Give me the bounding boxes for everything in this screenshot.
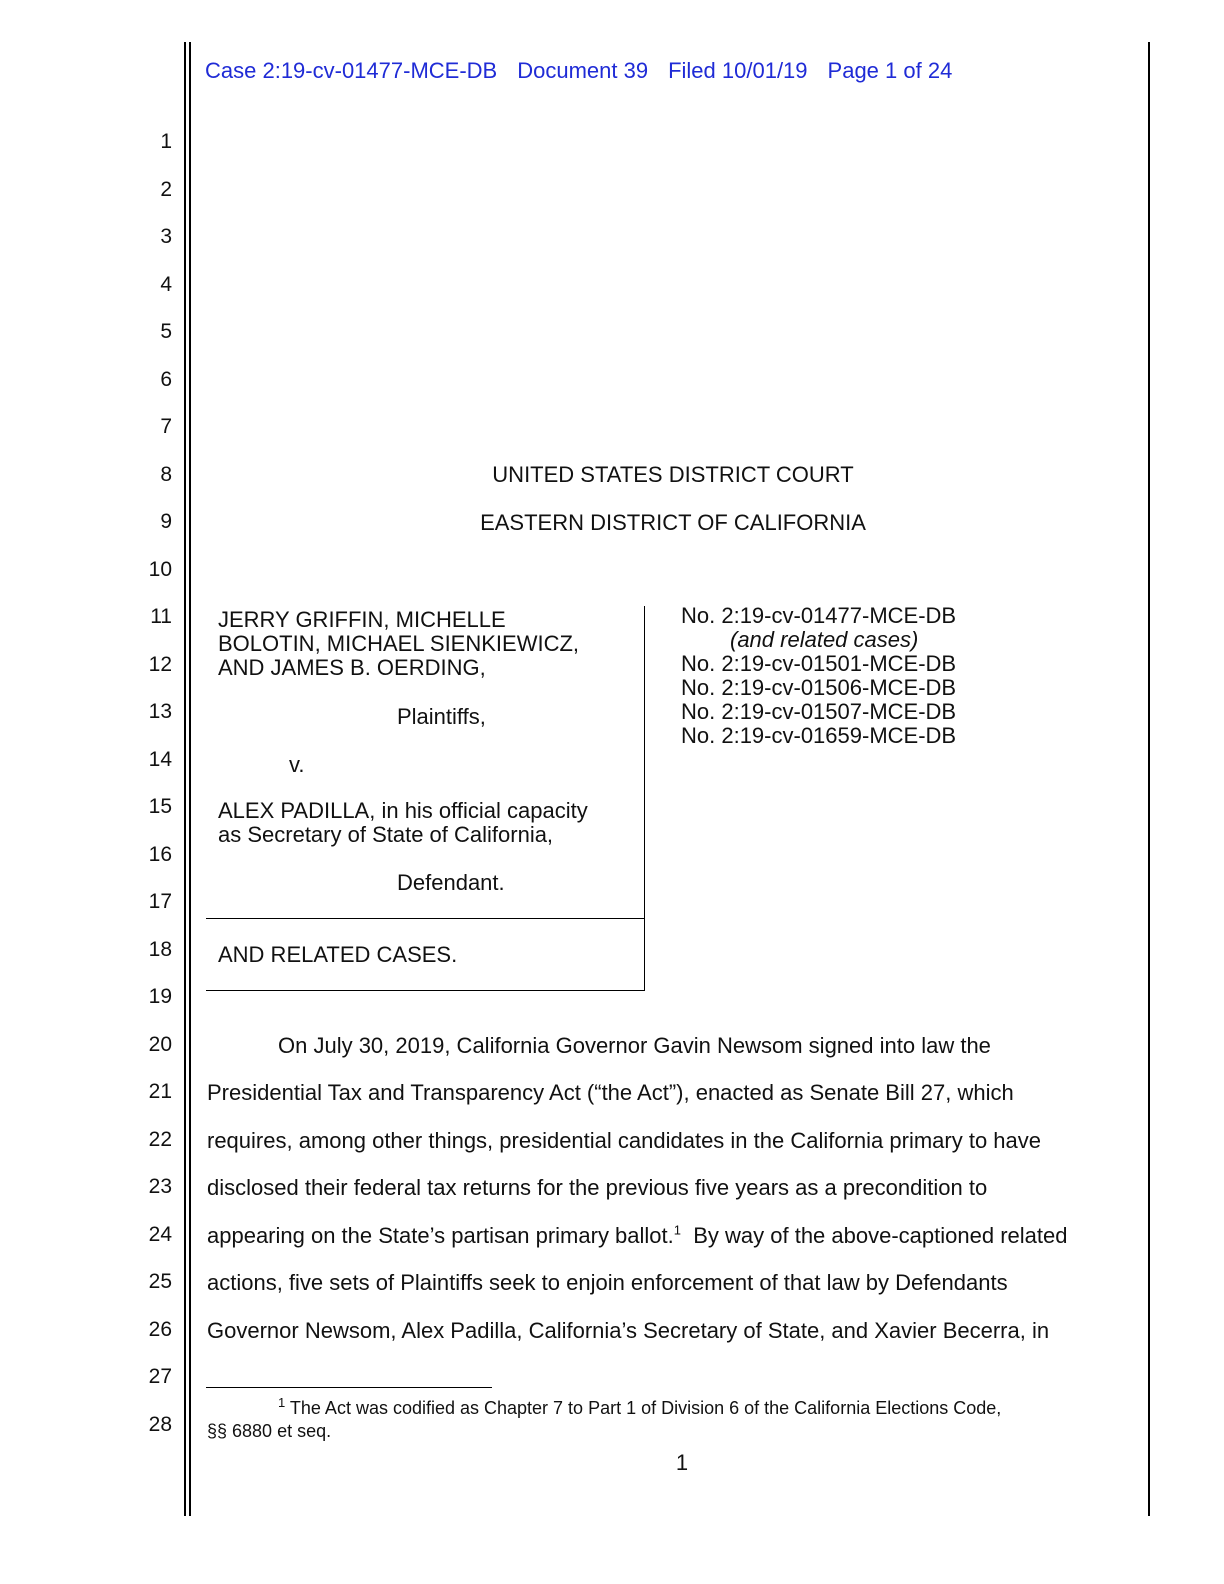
footnote-marker: 1 — [278, 1395, 286, 1410]
plaintiff-name-line: BOLOTIN, MICHAEL SIENKIEWICZ, — [218, 631, 580, 656]
line-number: 11 — [150, 605, 172, 628]
page-number: 1 — [675, 1450, 689, 1475]
body-line: Presidential Tax and Transparency Act (“the Act”), enacted as Senate Bill 27, which — [207, 1080, 1014, 1105]
line-number: 17 — [148, 890, 172, 913]
body-line: On July 30, 2019, California Governor Gavin Newsom signed into law the — [278, 1033, 991, 1058]
line-number: 4 — [160, 273, 172, 296]
footnote-reference[interactable]: 1 — [673, 1222, 681, 1238]
header-document: Document 39 — [517, 58, 649, 83]
header-filed-date: Filed 10/01/19 — [668, 58, 808, 83]
line-number: 2 — [160, 178, 172, 201]
case-number-related: No. 2:19-cv-01506-MCE-DB — [681, 675, 957, 700]
line-number: 14 — [148, 748, 172, 771]
left-margin-rule-inner — [189, 42, 191, 1516]
related-cases-note: (and related cases) — [730, 627, 919, 652]
defendant-label: Defendant. — [397, 870, 505, 895]
body-line: disclosed their federal tax returns for the previous five years as a precondition to — [207, 1175, 988, 1200]
line-number: 20 — [148, 1033, 172, 1056]
line-number: 21 — [148, 1080, 172, 1103]
case-number-related: No. 2:19-cv-01659-MCE-DB — [681, 723, 957, 748]
case-header — [205, 58, 972, 84]
body-line: actions, five sets of Plaintiffs seek to enjoin enforcement of that law by Defendants — [207, 1270, 1008, 1295]
header-case-number: Case 2:19-cv-01477-MCE-DB — [205, 58, 498, 83]
footnote-text: The Act was codified as Chapter 7 to Part 1 of Division 6 of the California Elections Code, — [285, 1398, 1002, 1418]
line-number: 28 — [148, 1413, 172, 1436]
body-line — [207, 1223, 1067, 1249]
court-district: EASTERN DISTRICT OF CALIFORNIA — [480, 510, 866, 535]
caption-bottom-border — [206, 990, 645, 991]
caption-divider — [206, 918, 645, 919]
case-number-related: No. 2:19-cv-01507-MCE-DB — [681, 699, 957, 724]
footnote-separator — [206, 1387, 492, 1388]
footnote-line: §§ 6880 et seq. — [207, 1421, 332, 1441]
header-page: Page 1 of 24 — [827, 58, 953, 83]
line-number: 1 — [160, 130, 172, 153]
line-number: 3 — [160, 225, 172, 248]
line-number: 25 — [148, 1270, 172, 1293]
line-number: 5 — [160, 320, 172, 343]
line-number: 8 — [160, 463, 172, 486]
footnote-line — [278, 1395, 1002, 1419]
line-number: 24 — [148, 1223, 172, 1246]
line-number: 26 — [148, 1318, 172, 1341]
line-number: 13 — [148, 700, 172, 723]
line-number: 16 — [148, 843, 172, 866]
body-line: Governor Newsom, Alex Padilla, California’s Secretary of State, and Xavier Becerra, in — [207, 1318, 1050, 1343]
case-number-related: No. 2:19-cv-01501-MCE-DB — [681, 651, 957, 676]
line-number: 7 — [160, 415, 172, 438]
line-number: 9 — [160, 510, 172, 533]
plaintiff-name-line: JERRY GRIFFIN, MICHELLE — [218, 607, 506, 632]
left-margin-rule-outer — [184, 42, 186, 1516]
court-name: UNITED STATES DISTRICT COURT — [492, 462, 854, 487]
line-number: 22 — [148, 1128, 172, 1151]
related-cases-label: AND RELATED CASES. — [218, 942, 458, 967]
line-number: 18 — [148, 938, 172, 961]
line-number: 23 — [148, 1175, 172, 1198]
defendant-name-line: as Secretary of State of California, — [218, 822, 554, 847]
body-text: By way of the above-captioned related — [681, 1223, 1068, 1248]
right-margin-rule — [1148, 42, 1150, 1516]
body-text: appearing on the State’s partisan primary ballot. — [207, 1223, 674, 1248]
line-number: 10 — [148, 558, 172, 581]
line-number: 19 — [148, 985, 172, 1008]
defendant-name-line: ALEX PADILLA, in his official capacity — [218, 798, 588, 823]
versus: v. — [289, 752, 305, 777]
line-number: 15 — [148, 795, 172, 818]
line-number: 12 — [148, 653, 172, 676]
body-line: requires, among other things, presidential candidates in the California primary to have — [207, 1128, 1042, 1153]
case-number-primary: No. 2:19-cv-01477-MCE-DB — [681, 603, 957, 628]
caption-box-right-border — [644, 606, 645, 991]
plaintiff-name-line: AND JAMES B. OERDING, — [218, 655, 486, 680]
plaintiffs-label: Plaintiffs, — [397, 704, 486, 729]
line-number: 6 — [160, 368, 172, 391]
line-number: 27 — [148, 1365, 172, 1388]
